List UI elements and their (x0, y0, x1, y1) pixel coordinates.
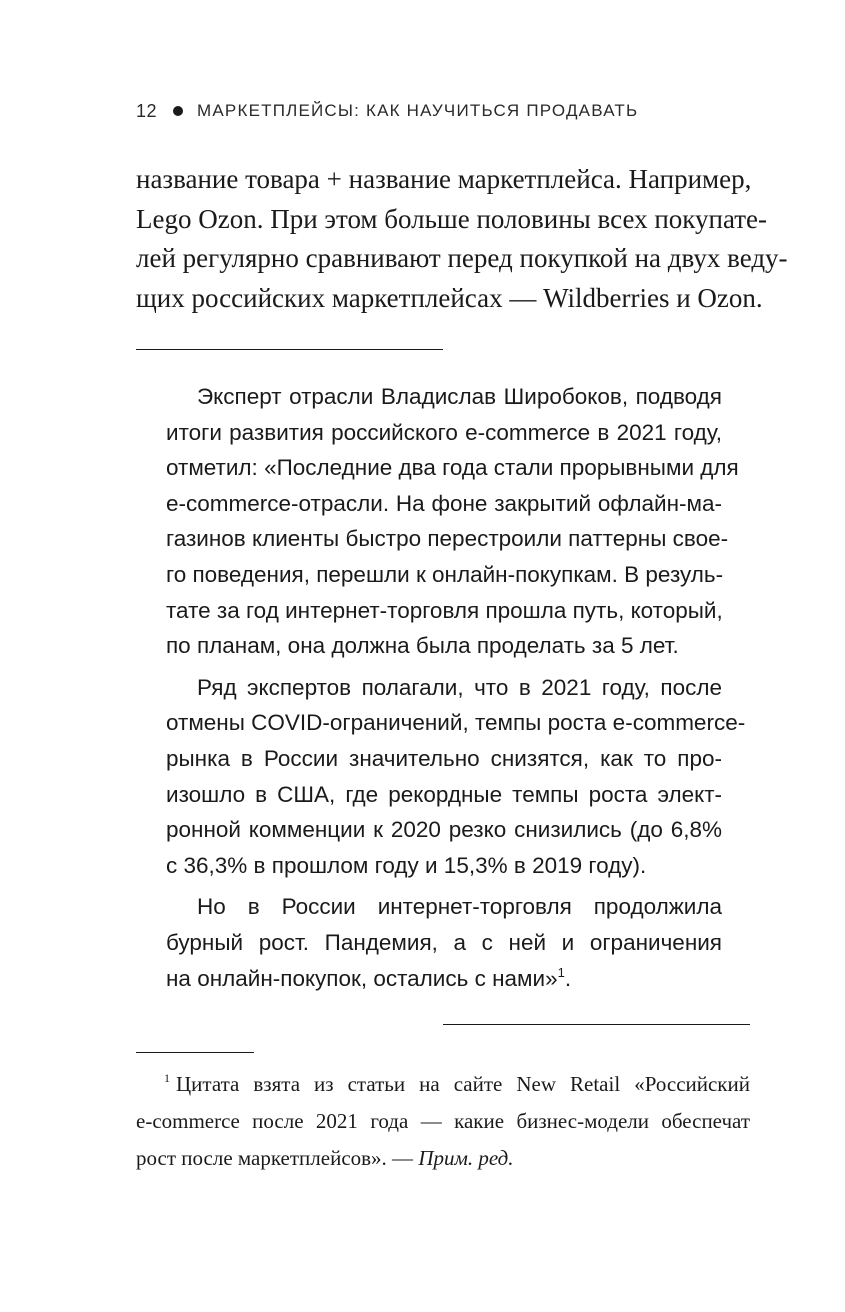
quote-line: бурный рост. Пандемия, а с ней и ограничения (166, 929, 722, 955)
quote-line: Но в России интернет-торговля продолжила (197, 894, 722, 920)
body-line: Lego Ozon. При этом больше половины всех покупате- (136, 203, 768, 234)
footnote (136, 1066, 750, 1177)
quote-last-line (166, 961, 722, 997)
running-title: МАРКЕТПЛЕЙСЫ: КАК НАУЧИТЬСЯ ПРОДАВАТЬ (197, 101, 639, 120)
footnote-separator (136, 1052, 254, 1053)
quote-line: рынка в России значительно снизятся, как то про- (166, 745, 722, 771)
body-paragraph (136, 160, 788, 318)
footnote-text: Цитата взята из статьи на сайте New Retail «Российский (176, 1072, 750, 1096)
quote-end-punct: . (564, 965, 572, 991)
footnote-line (136, 1066, 750, 1103)
quote-line: отметил: «Последние два года стали прорывными для (166, 455, 739, 481)
body-line: щих российских маркетплейсах — Wildberries и Ozon. (136, 282, 763, 313)
footnote-text: рост после маркетплейсов». — (136, 1146, 419, 1170)
page-number: 12 (136, 100, 158, 121)
quote-top-rule (136, 349, 443, 350)
expert-quote (166, 379, 746, 996)
quote-line: изошло в США, где рекордные темпы роста элект- (166, 781, 722, 807)
quote-line: по планам, она должна была проделать за 5 лет. (166, 633, 679, 659)
quote-line: e-commerce-отрасли. На фоне закрытий офлайн-ма- (166, 490, 722, 516)
quote-line: Ряд экспертов полагали, что в 2021 году, после (197, 674, 722, 700)
quote-line: итоги развития российского e-commerce в 2021 году, (166, 419, 722, 445)
quote-line: ронной комменции к 2020 резко снизились (до 6,8% (166, 817, 722, 843)
footnote-line (136, 1140, 750, 1177)
quote-line: тате за год интернет-торговля прошла путь, который, (166, 597, 723, 623)
quote-line: го поведения, перешли к онлайн-покупкам. В резуль- (166, 561, 724, 587)
quote-line: с 36,3% в прошлом году и 15,3% в 2019 году). (166, 852, 647, 878)
body-line: лей регулярно сравнивают перед покупкой на двух веду- (136, 243, 788, 273)
quote-line: отмены COVID-ограничений, темпы роста e-commerce- (166, 710, 746, 736)
footnote-reference[interactable]: 1 (557, 964, 565, 980)
footnote-marker: 1 (164, 1071, 170, 1085)
body-line: название товара + название маркетплейса. Например, (136, 164, 752, 194)
quote-line-text: на онлайн-покупок, остались с нами» (166, 965, 558, 991)
bullet-icon (173, 106, 183, 116)
quote-bottom-rule (443, 1024, 750, 1025)
running-head (136, 97, 756, 125)
editor-note: Прим. ред. (418, 1146, 514, 1170)
quote-line: газинов клиенты быстро перестроили паттерны свое- (166, 526, 729, 552)
footnote-line: e-commerce после 2021 года — какие бизнес-модели обеспечат (136, 1109, 750, 1133)
quote-line: Эксперт отрасли Владислав Широбоков, подводя (197, 384, 722, 409)
